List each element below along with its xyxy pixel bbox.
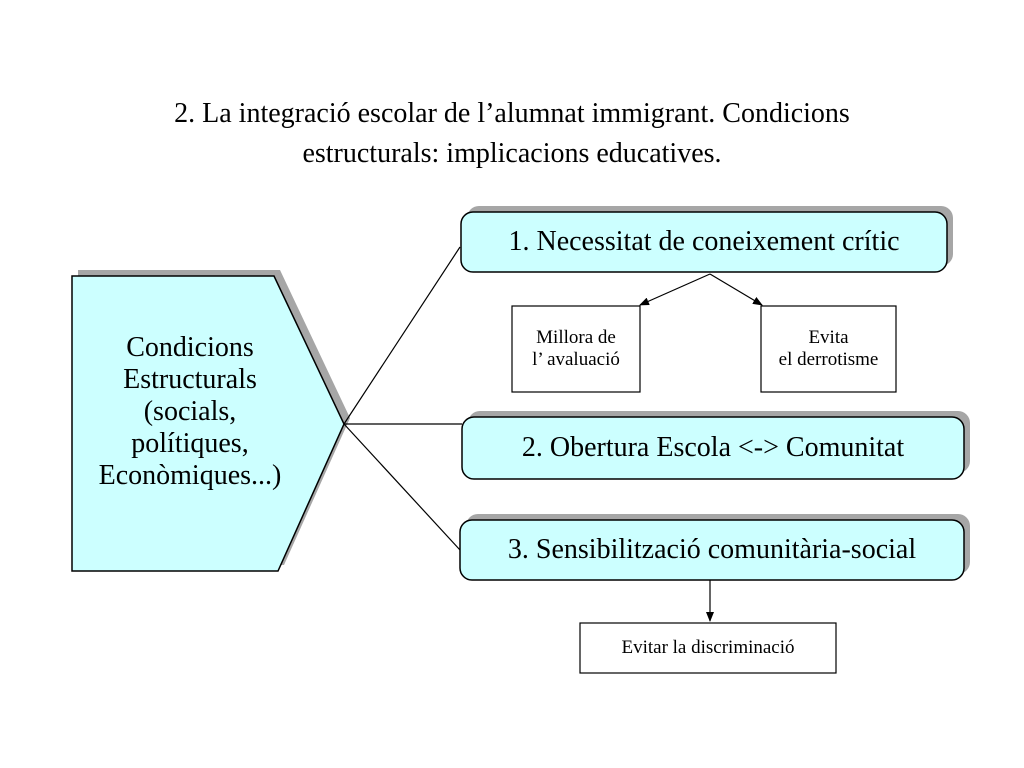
source-line-3: (socials,	[143, 396, 237, 427]
source-line-4: polítiques,	[131, 428, 249, 459]
item-1-label: 1. Necessitat de coneixement crític	[508, 226, 900, 257]
arrow-to-evita	[710, 274, 762, 305]
evita-line-1: Evita	[808, 327, 849, 348]
source-line-5: Econòmiques...)	[98, 460, 282, 491]
millora-line-2: l’ avaluació	[532, 349, 620, 370]
title-line-2: estructurals: implicacions educatives.	[302, 138, 722, 169]
connector-to-item-3	[344, 424, 460, 550]
source-text	[72, 296, 308, 528]
evita-line-2: el derrotisme	[778, 349, 879, 370]
source-line-2: Estructurals	[123, 364, 257, 395]
evita-label	[761, 306, 896, 392]
source-line-1: Condicions	[126, 332, 254, 363]
item-2-label: 2. Obertura Escola <-> Comunitat	[521, 432, 905, 463]
item-3-label: 3. Sensibilització comunitària-social	[507, 534, 917, 565]
millora-line-1: Millora de	[536, 327, 616, 348]
millora-label	[512, 306, 640, 392]
discriminacio-label: Evitar la discriminació	[621, 637, 795, 658]
arrow-to-millora	[640, 274, 710, 305]
title-line-1: 2. La integració escolar de l’alumnat immigrant. Condicions	[174, 98, 850, 129]
connector-to-item-1	[344, 247, 460, 424]
